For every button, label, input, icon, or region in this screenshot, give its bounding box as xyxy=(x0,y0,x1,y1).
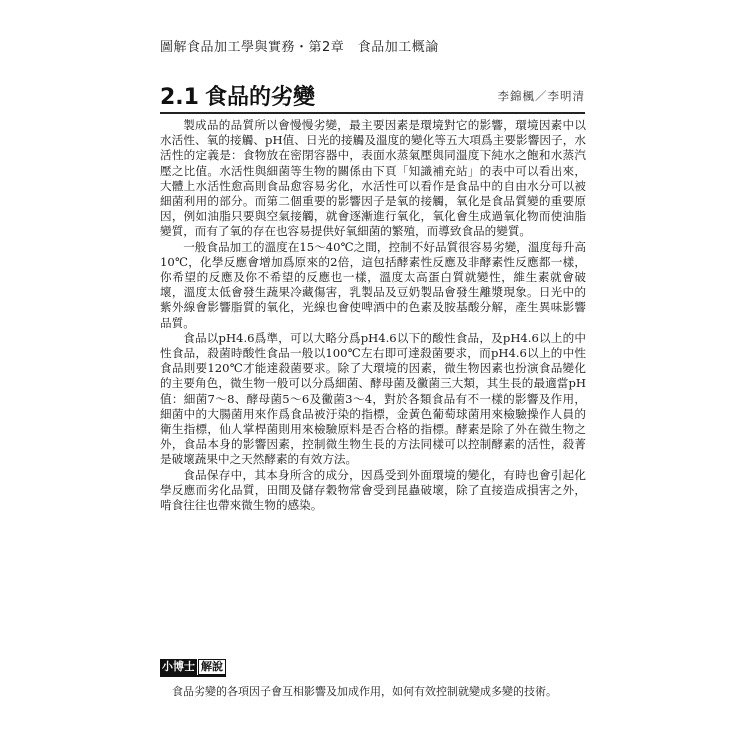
paragraph: 食品保存中，其本身所含的成分，因爲受到外面環境的變化，有時也會引起化學反應而劣化品質，田間及儲存穀物常會受到昆蟲破壞，除了直接造成損害之外，啃食往往也帶來微生物的感染。 xyxy=(160,467,586,513)
section-number: 2.1 xyxy=(160,85,199,110)
paragraph: 食品以pH4.6爲準，可以大略分爲pH4.6以下的酸性食品，及pH4.6以上的中性食品，殺菌時酸性食品一般以100℃左右即可達殺菌要求，而pH4.6以上的中性食品則要120℃才能達殺菌要求。除了大環境的因素，微生物因素也扮演食品變化的主要角色，微生物一般可以分爲細菌、酵母菌及黴菌三大類，其生長的最適當pH值：細菌7～8、酵母菌5～6及黴菌3～4，對於各類食品有不一樣的影響及作用，細菌中的大腸菌用來作爲食品被汙染的指標，金黃色葡萄球菌用來檢驗操作人員的衛生指標，仙人掌桿菌則用來檢驗原料是否合格的指標。酵素是除了外在微生物之外，食品本身的影響因素，控制微生物生長的方法同樣可以控制酵素的活性，殺菁是破壞蔬果中之天然酵素的有效方法。 xyxy=(160,330,586,467)
title-rule xyxy=(160,112,585,114)
section-title xyxy=(160,80,315,111)
tip-callout xyxy=(160,655,590,699)
body-text xyxy=(160,118,586,513)
paragraph: 製成品的品質所以會慢慢劣變，最主要因素是環境對它的影響，環境因素中以水活性、氧的接觸、pH值、日光的接觸及溫度的變化等五大項爲主要影響因子，水活性的定義是：食物放在密閉容器中，表面水蒸氣壓與同溫度下純水之飽和水蒸汽壓之比值。水活性與細菌等生物的關係由下頁「知識補充站」的表中可以看出來，大體上水活性愈高則食品愈容易劣化，水活性可以看作是食品中的自由水分可以被細菌利用的部分。而第二個重要的影響因子是氧的接觸，氧化是食品質變的重要原因，例如油脂只要與空氣接觸，就會逐漸進行氧化，氧化會生成過氧化物而使油脂變質，而有了氧的存在也容易提供好氧細菌的繁殖，而導致食品的變質。 xyxy=(160,118,586,239)
tip-badge-label: 小博士 xyxy=(162,660,195,673)
section-title-row xyxy=(160,80,585,108)
tip-badge-sublabel: 解說 xyxy=(198,659,226,675)
section-authors: 李錦楓／李明清 xyxy=(497,89,585,103)
running-header: 圖解食品加工學與實務・第2章 食品加工概論 xyxy=(160,40,439,55)
tip-text: 食品劣變的各項因子會互相影響及加成作用，如何有效控制就變成多變的技術。 xyxy=(172,685,557,698)
section-title-text: 食品的劣變 xyxy=(204,85,315,110)
paragraph: 一般食品加工的溫度在15～40℃之間，控制不好品質很容易劣變，溫度每升高10℃，化學反應會增加爲原來的2倍，這包括酵素性反應及非酵素性反應都一樣，你希望的反應及你不希望的反應也一樣，溫度太高蛋白質就變性，維生素就會破壞，溫度太低會發生蔬果冷藏傷害，乳製品及豆奶製品會發生離漿現象。日光中的紫外線會影響脂質的氧化，光線也會使啤酒中的色素及胺基酸分解，產生異味影響品質。 xyxy=(160,239,586,330)
tip-badge xyxy=(160,659,226,677)
